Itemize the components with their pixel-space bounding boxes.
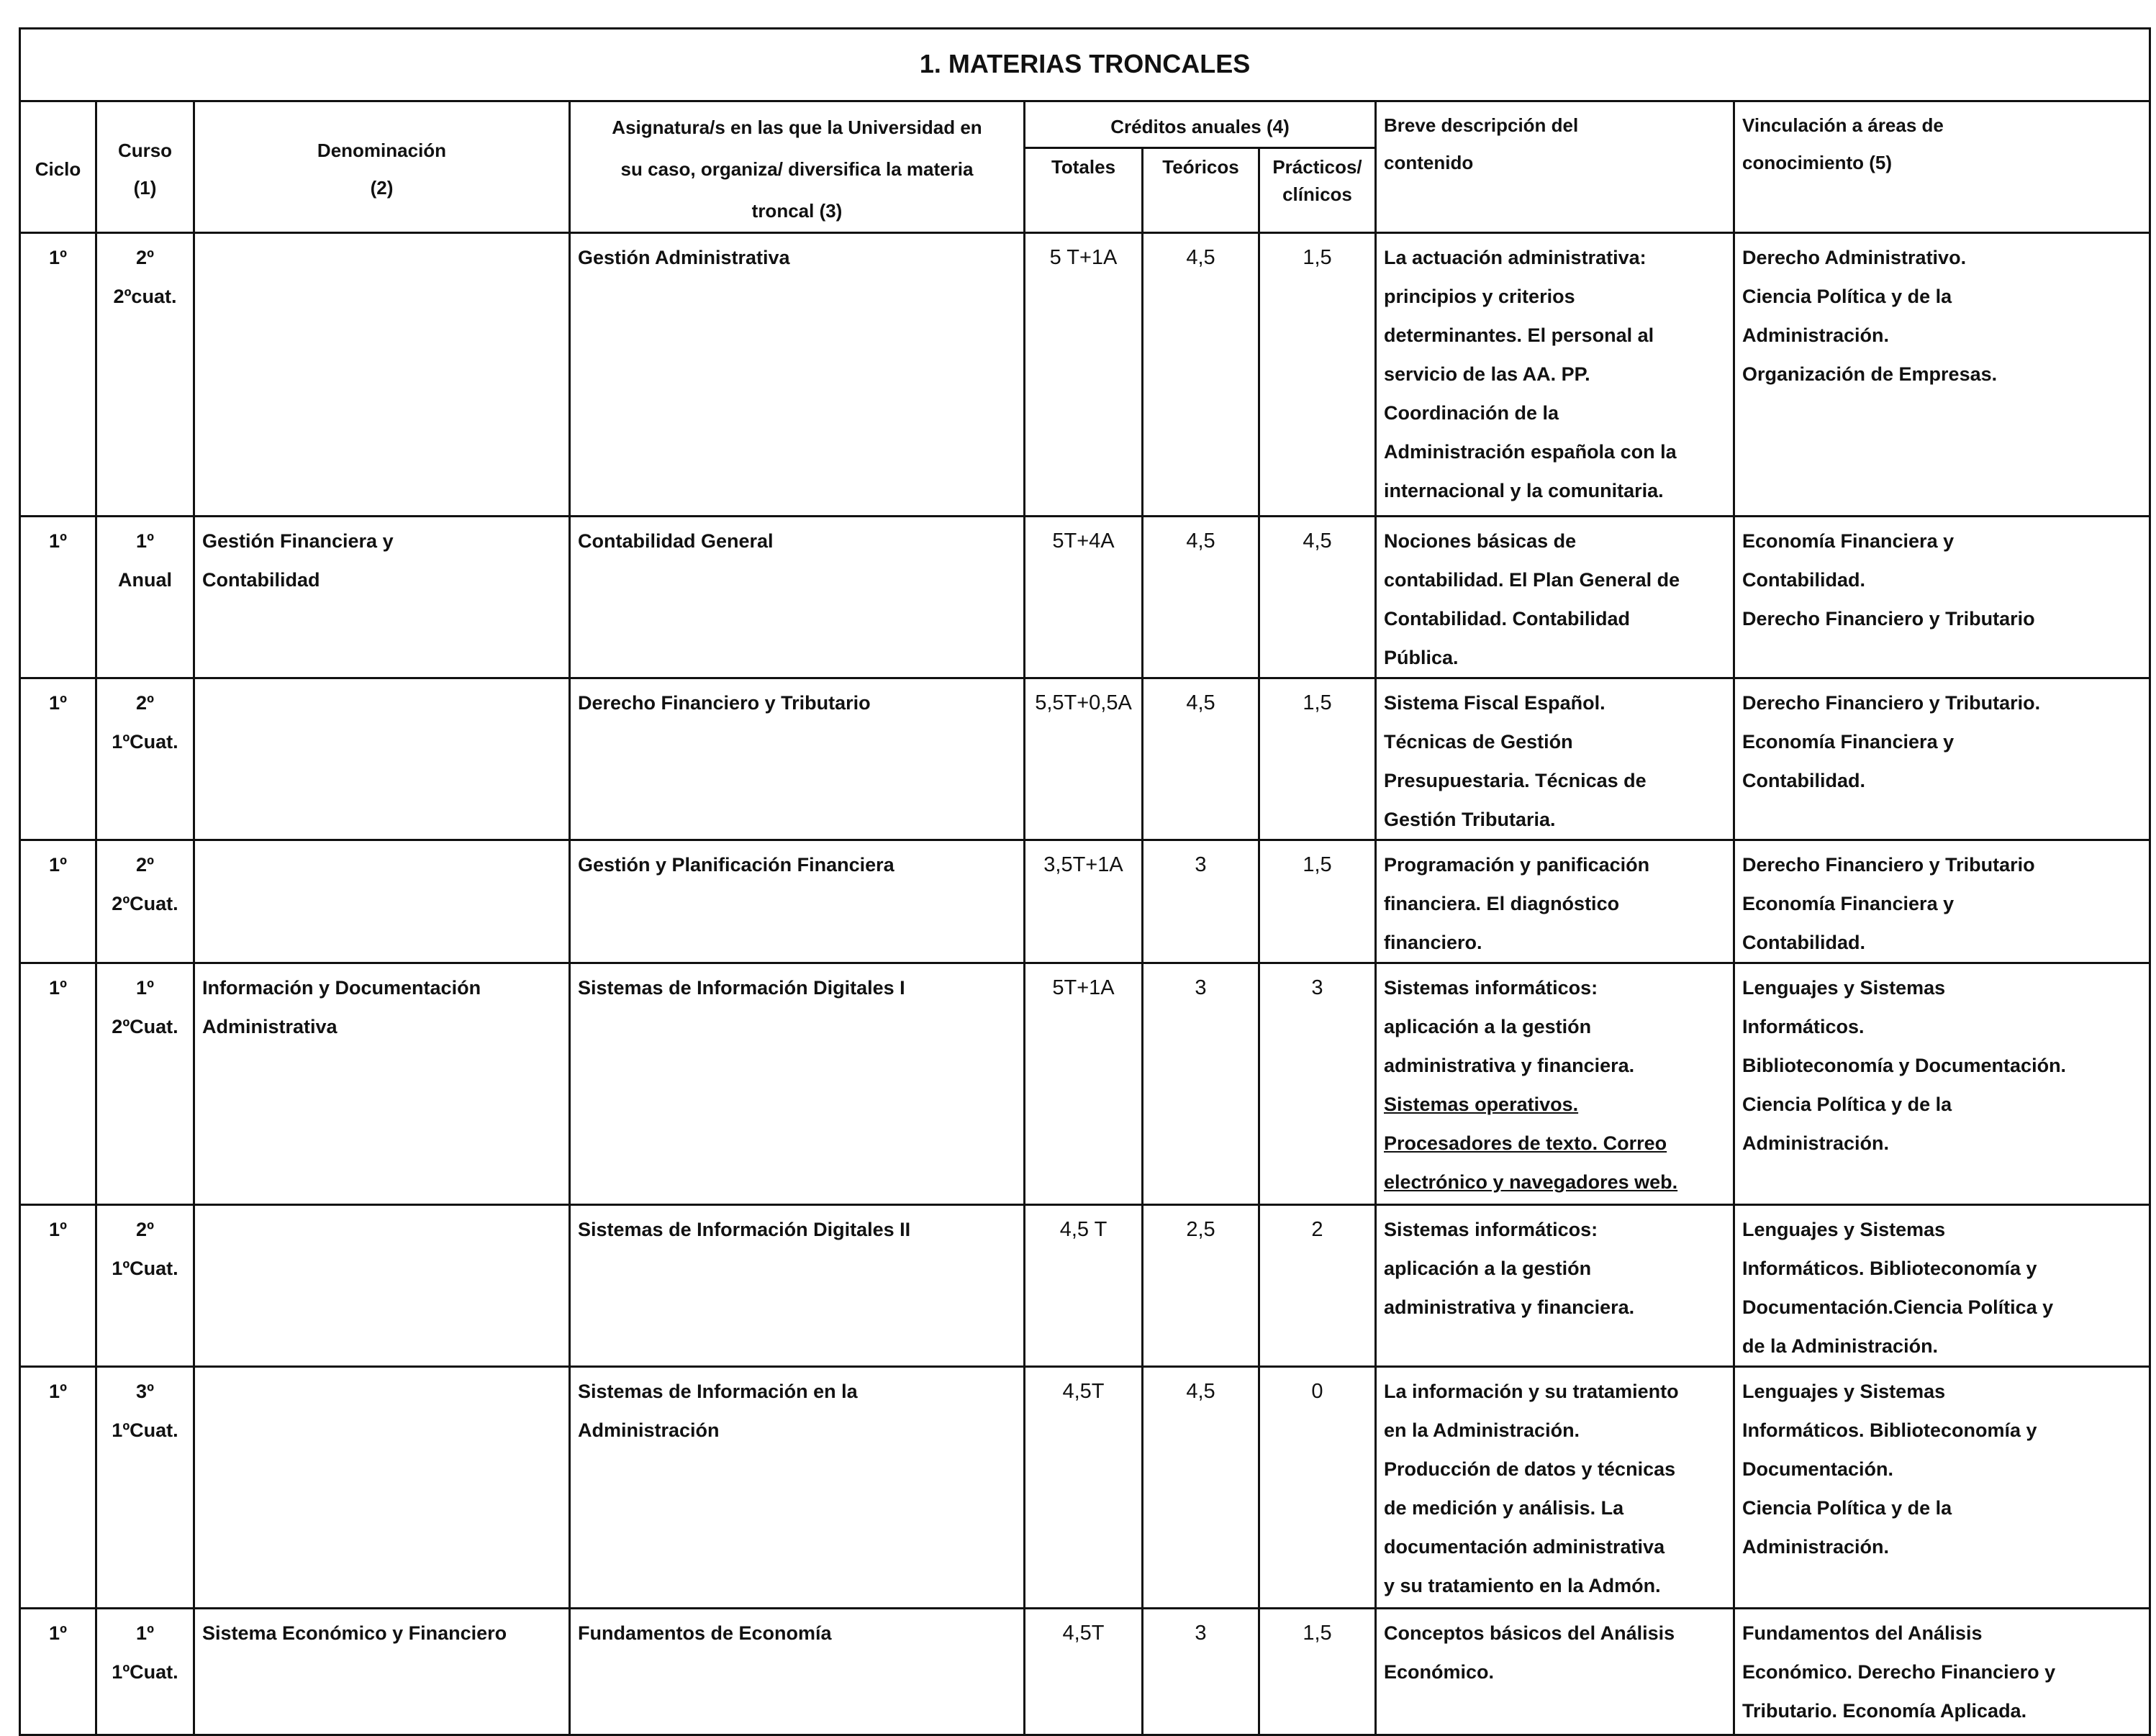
cell-practicos: 1,5: [1259, 1609, 1376, 1735]
table-row: [20, 678, 2150, 840]
cell-vinculacion: Economía Financiera y Contabilidad. Derecho Financiero y Tributario: [1734, 517, 2150, 678]
cell-practicos: 1,5: [1259, 233, 1376, 517]
cell-denominacion: [194, 1367, 570, 1609]
table-row: [20, 517, 2150, 678]
cell-practicos: 1,5: [1259, 840, 1376, 963]
cell-teoricos: 4,5: [1143, 233, 1259, 517]
cell-denominacion: [194, 1205, 570, 1367]
cell-teoricos: 4,5: [1143, 678, 1259, 840]
cell-curso: 1º Anual: [96, 517, 194, 678]
cell-ciclo: 1º: [20, 678, 96, 840]
header-totales: Totales: [1025, 148, 1143, 233]
table-row: [20, 233, 2150, 517]
header-ciclo: Ciclo: [20, 101, 96, 233]
cell-totales: 5,5T+0,5A: [1025, 678, 1143, 840]
cell-totales: 3,5T+1A: [1025, 840, 1143, 963]
cell-vinculacion: Derecho Administrativo. Ciencia Política y de la Administración. Organización de Empresas.: [1734, 233, 2150, 517]
cell-descripcion: Sistemas informáticos: aplicación a la gestión administrativa y financiera.: [1376, 1205, 1734, 1367]
table-title: 1. MATERIAS TRONCALES: [20, 29, 2150, 101]
cell-totales: 5T+4A: [1025, 517, 1143, 678]
document-page: [19, 27, 2149, 1722]
cell-totales: 5 T+1A: [1025, 233, 1143, 517]
cell-ciclo: 1º: [20, 840, 96, 963]
cell-asignatura: Derecho Financiero y Tributario: [570, 678, 1025, 840]
cell-ciclo: 1º: [20, 233, 96, 517]
table-row: [20, 840, 2150, 963]
cell-practicos: 4,5: [1259, 517, 1376, 678]
cell-denominacion: [194, 233, 570, 517]
cell-vinculacion: Lenguajes y Sistemas Informáticos. Biblioteconomía y Documentación.Ciencia Política y de la Administración.: [1734, 1205, 2150, 1367]
cell-asignatura: Sistemas de Información Digitales II: [570, 1205, 1025, 1367]
cell-asignatura: Sistemas de Información en la Administración: [570, 1367, 1025, 1609]
cell-curso: 2º 1ºCuat.: [96, 1205, 194, 1367]
cell-descripcion: Nociones básicas de contabilidad. El Plan General de Contabilidad. Contabilidad Pública.: [1376, 517, 1734, 678]
cell-denominacion: [194, 678, 570, 840]
cell-denominacion: Información y Documentación Administrativa: [194, 963, 570, 1205]
table-row: [20, 1205, 2150, 1367]
header-vinculacion: Vinculación a áreas de conocimiento (5): [1734, 101, 2150, 233]
header-asignatura: Asignatura/s en las que la Universidad en su caso, organiza/ diversifica la materia troncal (3): [570, 101, 1025, 233]
cell-teoricos: 3: [1143, 963, 1259, 1205]
cell-vinculacion: Lenguajes y Sistemas Informáticos. Biblioteconomía y Documentación. Ciencia Política y de la Administración.: [1734, 1367, 2150, 1609]
table-row: [20, 963, 2150, 1205]
cell-descripcion: La actuación administrativa: principios y criterios determinantes. El personal al servicio de las AA. PP. Coordinación de la Administración española con la internacional y la comunitaria.: [1376, 233, 1734, 517]
materias-troncales-table: [19, 27, 2151, 1736]
header-denominacion: Denominación (2): [194, 101, 570, 233]
header-teoricos: Teóricos: [1143, 148, 1259, 233]
cell-descripcion: La información y su tratamiento en la Administración. Producción de datos y técnicas de medición y análisis. La documentación administrativa y su tratamiento en la Admón.: [1376, 1367, 1734, 1609]
header-practicos: Prácticos/ clínicos: [1259, 148, 1376, 233]
cell-totales: 4,5T: [1025, 1367, 1143, 1609]
cell-totales: 5T+1A: [1025, 963, 1143, 1205]
cell-asignatura: Gestión y Planificación Financiera: [570, 840, 1025, 963]
cell-vinculacion: Derecho Financiero y Tributario Economía Financiera y Contabilidad.: [1734, 840, 2150, 963]
cell-descripcion: Sistema Fiscal Español. Técnicas de Gestión Presupuestaria. Técnicas de Gestión Tributaria.: [1376, 678, 1734, 840]
cell-ciclo: 1º: [20, 963, 96, 1205]
cell-curso: 2º 2ºCuat.: [96, 840, 194, 963]
cell-totales: 4,5T: [1025, 1609, 1143, 1735]
header-descripcion: Breve descripción del contenido: [1376, 101, 1734, 233]
cell-asignatura: Contabilidad General: [570, 517, 1025, 678]
cell-vinculacion: Derecho Financiero y Tributario. Economía Financiera y Contabilidad.: [1734, 678, 2150, 840]
cell-teoricos: 4,5: [1143, 517, 1259, 678]
cell-descripcion: Sistemas informáticos: aplicación a la gestión administrativa y financiera. Sistemas operativos. Procesadores de texto. Correo electrónico y navegadores web.: [1376, 963, 1734, 1205]
header-curso: Curso (1): [96, 101, 194, 233]
cell-denominacion: [194, 840, 570, 963]
cell-asignatura: Gestión Administrativa: [570, 233, 1025, 517]
cell-curso: 3º 1ºCuat.: [96, 1367, 194, 1609]
table-row: [20, 1609, 2150, 1735]
cell-teoricos: 4,5: [1143, 1367, 1259, 1609]
cell-denominacion: Gestión Financiera y Contabilidad: [194, 517, 570, 678]
cell-descripcion: Programación y panificación financiera. El diagnóstico financiero.: [1376, 840, 1734, 963]
table-body: [20, 233, 2150, 1735]
cell-denominacion: Sistema Económico y Financiero: [194, 1609, 570, 1735]
cell-practicos: 2: [1259, 1205, 1376, 1367]
cell-descripcion: Conceptos básicos del Análisis Económico.: [1376, 1609, 1734, 1735]
cell-ciclo: 1º: [20, 1205, 96, 1367]
header-creditos: Créditos anuales (4): [1025, 101, 1376, 148]
cell-vinculacion: Lenguajes y Sistemas Informáticos. Biblioteconomía y Documentación. Ciencia Política y de la Administración.: [1734, 963, 2150, 1205]
cell-vinculacion: Fundamentos del Análisis Económico. Derecho Financiero y Tributario. Economía Aplicada.: [1734, 1609, 2150, 1735]
table-row: [20, 1367, 2150, 1609]
cell-practicos: 0: [1259, 1367, 1376, 1609]
cell-ciclo: 1º: [20, 517, 96, 678]
cell-ciclo: 1º: [20, 1609, 96, 1735]
cell-curso: 2º 1ºCuat.: [96, 678, 194, 840]
cell-practicos: 3: [1259, 963, 1376, 1205]
cell-curso: 1º 2ºCuat.: [96, 963, 194, 1205]
cell-teoricos: 3: [1143, 1609, 1259, 1735]
cell-teoricos: 3: [1143, 840, 1259, 963]
cell-curso: 2º 2ºcuat.: [96, 233, 194, 517]
cell-ciclo: 1º: [20, 1367, 96, 1609]
cell-teoricos: 2,5: [1143, 1205, 1259, 1367]
cell-totales: 4,5 T: [1025, 1205, 1143, 1367]
cell-curso: 1º 1ºCuat.: [96, 1609, 194, 1735]
cell-asignatura: Sistemas de Información Digitales I: [570, 963, 1025, 1205]
cell-asignatura: Fundamentos de Economía: [570, 1609, 1025, 1735]
cell-practicos: 1,5: [1259, 678, 1376, 840]
